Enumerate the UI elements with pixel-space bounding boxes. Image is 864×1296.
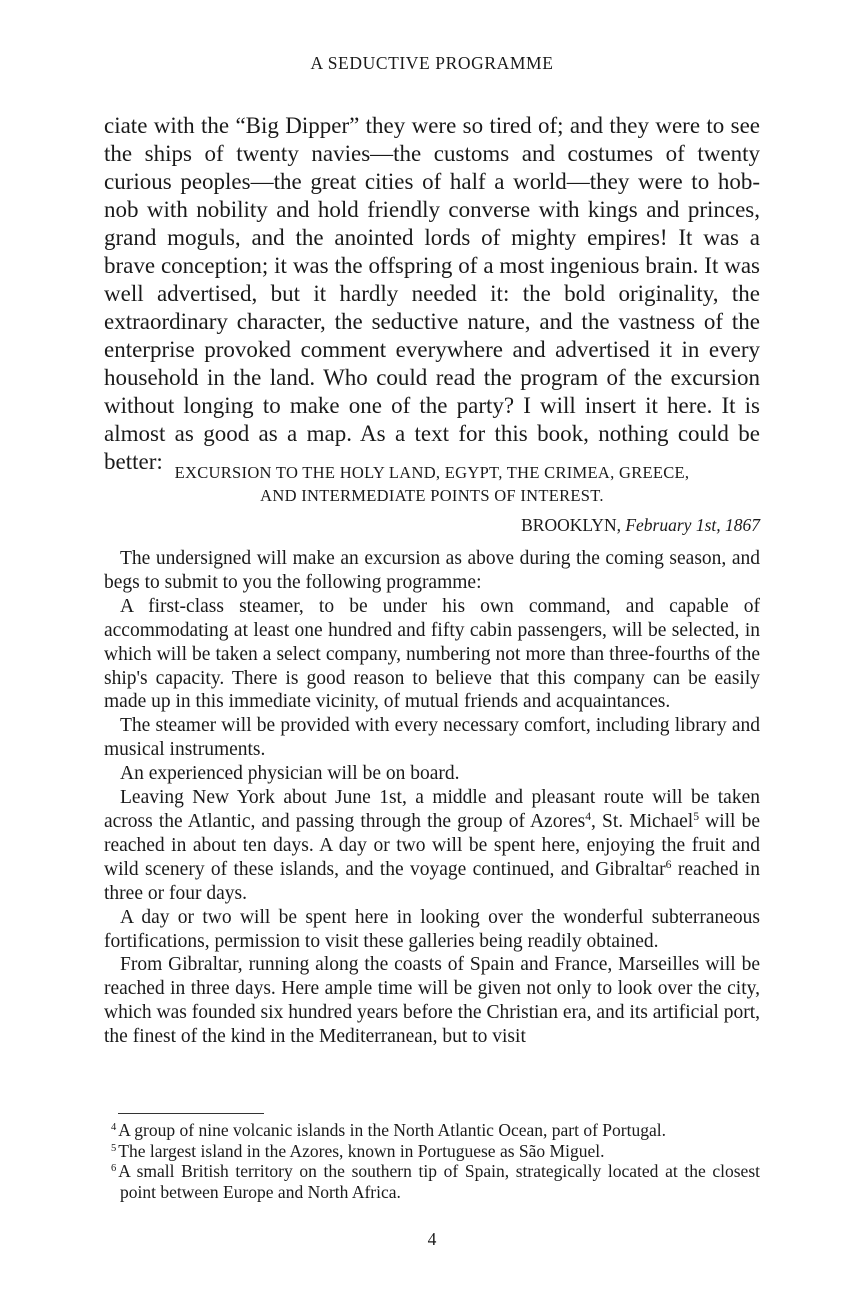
programme-paragraph: An experienced physician will be on board. bbox=[120, 763, 460, 785]
dateline-date: February 1st, 1867 bbox=[625, 515, 760, 535]
programme-paragraph: The steamer will be provided with every necessary comfort, including library and musical instruments. bbox=[104, 715, 760, 761]
footnote-mark: 4 bbox=[111, 1122, 117, 1134]
page-number: 4 bbox=[427, 1229, 437, 1249]
programme-paragraph bbox=[104, 786, 760, 906]
excursion-heading bbox=[104, 461, 760, 507]
excursion-heading-line-1: EXCURSION TO THE HOLY LAND, EGYPT, THE CRIMEA, GREECE, bbox=[174, 463, 690, 482]
programme-text bbox=[104, 547, 760, 1049]
programme-paragraph: The undersigned will make an excursion as above during the coming season, and begs to submit to you the following programme: bbox=[104, 548, 760, 593]
footnote-divider bbox=[118, 1113, 264, 1114]
programme-paragraph: From Gibraltar, running along the coasts of Spain and France, Marseilles will be reached in three days. Here ample time will be given not only to look over the city, which was founded six hundred years before the Christian era, and its artificial port, the finest of the kind in the Mediterranean, but to visit bbox=[104, 954, 760, 1048]
footnote-5 bbox=[104, 1141, 760, 1162]
footnote-ref-6[interactable]: 6 bbox=[665, 857, 672, 871]
footnote-mark: 5 bbox=[111, 1142, 117, 1154]
programme-paragraph: A first-class steamer, to be under his own command, and capable of accommodating at least one hundred and fifty cabin passengers, will be selected, in which will be taken a select company, numbering not more than three-fourths of the ship's capacity. There is good reason to believe that this company can be easily made up in this immediate vicinity, of mutual friends and acquaintances. bbox=[104, 595, 760, 713]
footnote-text: The largest island in the Azores, known in Portuguese as São Miguel. bbox=[118, 1140, 605, 1161]
dateline bbox=[521, 515, 760, 536]
text-run: will be reached in about ten days. A day or two will be spent here, enjoying the fruit and wild scenery of these islands, and the voyage continued, and Gibraltar bbox=[104, 810, 760, 880]
footnote-text: A group of nine volcanic islands in the North Atlantic Ocean, part of Portugal. bbox=[118, 1120, 666, 1140]
body-paragraph: ciate with the “Big Dipper” they were so tired of; and they were to see the ships of twenty navies—the customs and costumes of twenty curious peoples—the great cities of half a world—they were to hob-nob with nobility and hold friendly converse with kings and princes, grand moguls, and the anointed lords of mighty empires! It was a brave conception; it was the offspring of a most ingenious brain. It was well advertised, but it hardly needed it: the bold originality, the extraordinary character, the seductive nature, and the vastness of the enterprise provoked comment everywhere and advertised it in every household in the land. Who could read the program of the excursion without longing to make one of the party? I will insert it here. It is almost as good as a map. As a text for this book, nothing could be better: bbox=[104, 113, 760, 474]
dateline-place: BROOKLYN, bbox=[521, 515, 621, 535]
text-run: Leaving New York about June 1st, a middle and pleasant route will be taken across the Atlantic, and passing through the group of Azores bbox=[104, 787, 760, 832]
footnotes bbox=[104, 1120, 760, 1202]
footnote-ref-5[interactable]: 5 bbox=[693, 809, 700, 823]
excursion-heading-line-2: AND INTERMEDIATE POINTS OF INTEREST. bbox=[260, 486, 604, 505]
footnote-mark: 6 bbox=[111, 1163, 117, 1175]
text-run: , St. Michael bbox=[591, 810, 694, 832]
footnote-6 bbox=[104, 1161, 760, 1202]
text-run: reached in three or four days. bbox=[104, 858, 760, 904]
programme-paragraph: A day or two will be spent here in looking over the wonderful subterraneous fortifications, permission to visit these galleries being readily obtained. bbox=[104, 906, 760, 952]
footnote-text: A small British territory on the southern tip of Spain, strategically located at the closest point between Europe and North Africa. bbox=[118, 1161, 760, 1202]
running-head: A SEDUCTIVE PROGRAMME bbox=[310, 53, 554, 73]
footnote-ref-4[interactable]: 4 bbox=[585, 809, 592, 823]
footnote-4 bbox=[104, 1120, 760, 1141]
